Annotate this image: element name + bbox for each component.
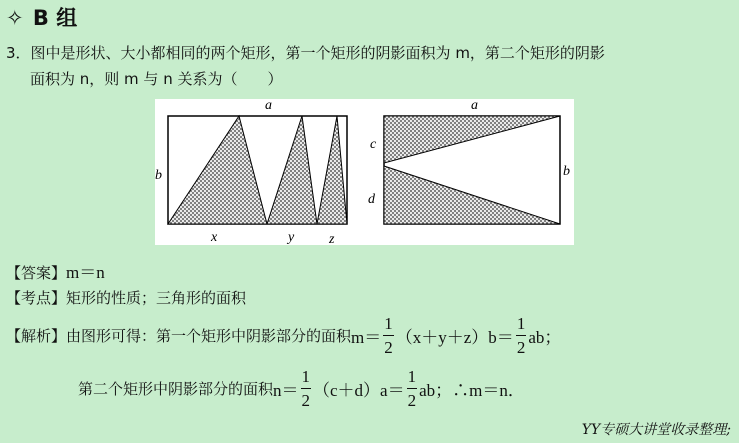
frac-num: 1 xyxy=(407,368,418,389)
ab-result-2: ab；∴m＝n． xyxy=(419,380,525,400)
jiexi-line-2 xyxy=(78,365,525,411)
frac-num: 1 xyxy=(516,315,527,336)
figure-svg xyxy=(155,99,574,245)
answer-line xyxy=(6,258,105,283)
section-title xyxy=(6,2,77,32)
frac-den: 2 xyxy=(407,390,417,410)
frac-den: 2 xyxy=(516,337,526,357)
kaodian-tag: 【考点】 xyxy=(6,289,67,307)
fraction-half-2 xyxy=(516,315,527,356)
frac-den: 2 xyxy=(384,337,393,357)
sum-cd: （c＋d）a＝ xyxy=(313,380,405,400)
rect2-label-top: a xyxy=(471,99,478,113)
frac-num: 1 xyxy=(301,368,312,389)
question-number: 3． xyxy=(6,44,31,62)
figure xyxy=(155,99,574,245)
frac-den: 2 xyxy=(301,390,311,410)
m-equals: m＝ xyxy=(351,327,382,347)
rect2-label-right: b xyxy=(563,164,570,179)
question-line-2: 面积为 n，则 m 与 n 关系为（ ） xyxy=(30,70,283,88)
fraction-half-3 xyxy=(301,368,312,409)
section-title-text: B 组 xyxy=(32,6,78,30)
answer-tag: 【答案】 xyxy=(6,264,67,282)
question-line-1 xyxy=(6,42,605,63)
diamond-icon: ✧ xyxy=(6,6,24,30)
rect1-label-x: x xyxy=(211,230,218,245)
n-equals: n＝ xyxy=(273,380,299,400)
ab-result-1: ab； xyxy=(528,327,562,347)
sum-xyz: （x＋y＋z）b＝ xyxy=(395,327,514,347)
answer-value: m＝n xyxy=(66,263,105,282)
rect2-label-d: d xyxy=(368,192,375,207)
rectangle-2 xyxy=(368,99,570,224)
rectangle-1 xyxy=(155,99,347,245)
rect2-label-c: c xyxy=(370,137,377,152)
frac-num: 1 xyxy=(383,315,394,336)
rect1-label-top: a xyxy=(265,99,272,113)
jiexi-line-1 xyxy=(6,312,561,358)
jiexi-text-2: 第二个矩形中阴影部分的面积 xyxy=(78,379,274,398)
fraction-half-4 xyxy=(407,368,418,409)
fraction-half-1 xyxy=(383,315,394,356)
rect1-label-y: y xyxy=(288,230,295,245)
rect1-label-z: z xyxy=(329,232,335,245)
jiexi-text-1: 由图形可得：第一个矩形中阴影部分的面积 xyxy=(66,326,352,345)
kaodian-line xyxy=(6,287,246,308)
jiexi-tag: 【解析】 xyxy=(6,326,67,345)
question-text-1: 图中是形状、大小都相同的两个矩形，第一个矩形的阴影面积为 m，第二个矩形的阴影 xyxy=(30,44,605,62)
kaodian-text: 矩形的性质；三角形的面积 xyxy=(66,289,247,307)
footer-watermark: YY专硕大讲堂收录整理; xyxy=(581,422,731,438)
rect1-label-left: b xyxy=(155,168,162,183)
